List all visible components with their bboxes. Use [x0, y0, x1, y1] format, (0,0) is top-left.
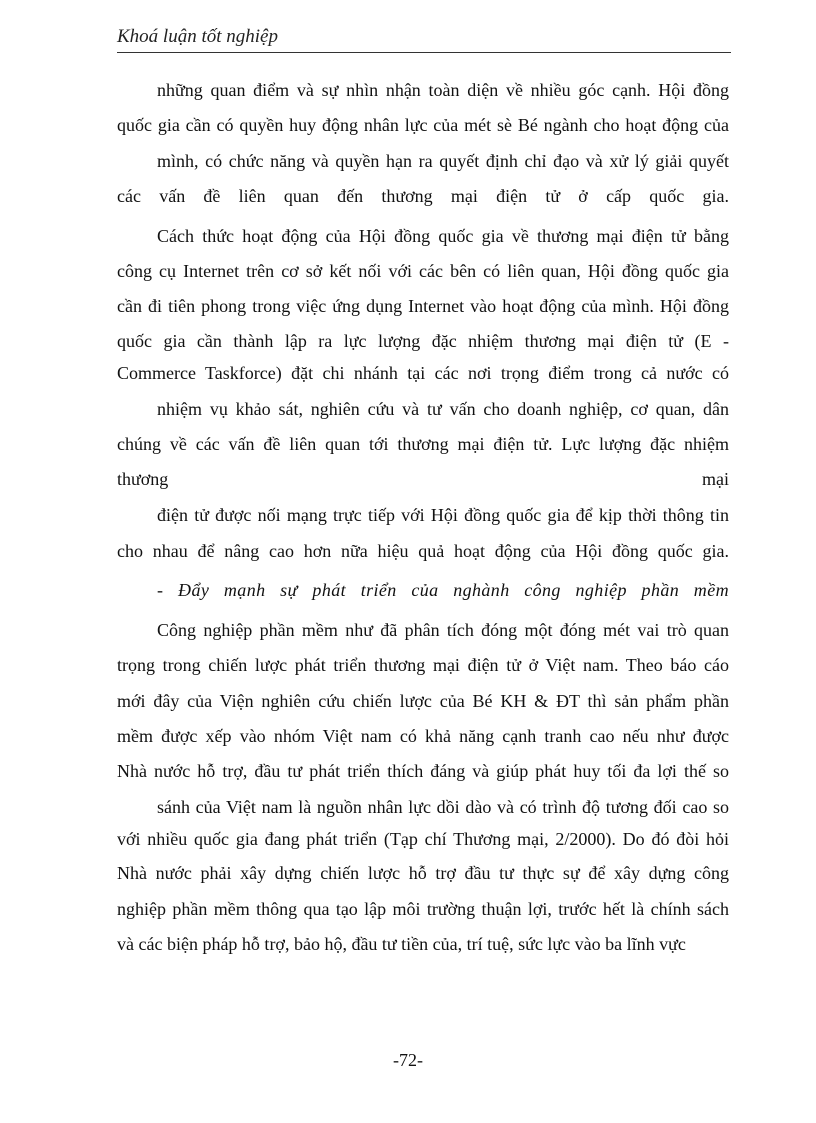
text-line: Commerce Taskforce) đặt chi nhánh tại các nơi trọng điểm trong cả nước có: [117, 363, 729, 383]
text-line: cần đi tiên phong trong việc ứng dụng Internet vào hoạt động của mình. Hội đồng: [117, 296, 729, 316]
header-title: Khoá luận tốt nghiệp: [117, 26, 278, 47]
text-line: Nhà nước hỗ trợ, đầu tư phát triển thích đáng và giúp phát huy tối đa lợi thế so: [117, 761, 729, 781]
text-line: Công nghiệp phần mềm như đã phân tích đóng một đóng mét vai trò quan: [157, 620, 729, 640]
text-line: mềm được xếp vào nhóm Việt nam có khả năng cạnh tranh cao nếu như được: [117, 726, 729, 746]
text-line: cho nhau để nâng cao hơn nữa hiệu quả hoạt động của Hội đồng quốc gia.: [117, 541, 729, 561]
text-line: mới đây của Viện nghiên cứu chiến lược của Bé KH & ĐT thì sản phẩm phần: [117, 691, 729, 711]
section-heading: - Đẩy mạnh sự phát triển của nghành công nghiệp phần mềm: [157, 580, 729, 600]
text-line: Cách thức hoạt động của Hội đồng quốc gia về thương mại điện tử bằng: [157, 226, 729, 246]
text-line: nghiệp phần mềm thông qua tạo lập môi trường thuận lợi, trước hết là chính sách: [117, 899, 729, 919]
text-line: quốc gia cần thành lập ra lực lượng đặc nhiệm thương mại điện tử (E -: [117, 331, 729, 351]
page-number: -72-: [393, 1050, 423, 1070]
text-line: thương mại: [117, 469, 729, 489]
text-line: điện tử được nối mạng trực tiếp với Hội đồng quốc gia để kịp thời thông tin: [157, 505, 729, 525]
text-line: chúng về các vấn đề liên quan tới thương mại điện tử. Lực lượng đặc nhiệm: [117, 434, 729, 454]
text-line: và các biện pháp hỗ trợ, bảo hộ, đầu tư tiền của, trí tuệ, sức lực vào ba lĩnh vực: [117, 934, 686, 954]
text-line: quốc gia cần có quyền huy động nhân lực của mét sè Bé ngành cho hoạt động của: [117, 115, 729, 135]
text-line: mình, có chức năng và quyền hạn ra quyết định chỉ đạo và xử lý giải quyết: [157, 151, 729, 171]
text-line: trọng trong chiến lược phát triển thương mại điện tử ở Việt nam. Theo báo cáo: [117, 655, 729, 675]
text-line: những quan điểm và sự nhìn nhận toàn diện về nhiều góc cạnh. Hội đồng: [157, 80, 729, 100]
page-header: [117, 24, 731, 53]
text-line: với nhiều quốc gia đang phát triển (Tạp chí Thương mại, 2/2000). Do đó đòi hỏi: [117, 829, 729, 849]
text-line: nhiệm vụ khảo sát, nghiên cứu và tư vấn cho doanh nghiệp, cơ quan, dân: [157, 399, 729, 419]
text-line: các vấn đề liên quan đến thương mại điện tử ở cấp quốc gia.: [117, 186, 729, 206]
text-line: Nhà nước phải xây dựng chiến lược hỗ trợ đầu tư thực sự để xây dựng công: [117, 863, 729, 883]
text-line: sánh của Việt nam là nguồn nhân lực dồi dào và có trình độ tương đối cao so: [157, 797, 729, 817]
text-line: công cụ Internet trên cơ sở kết nối với các bên có liên quan, Hội đồng quốc gia: [117, 261, 729, 281]
